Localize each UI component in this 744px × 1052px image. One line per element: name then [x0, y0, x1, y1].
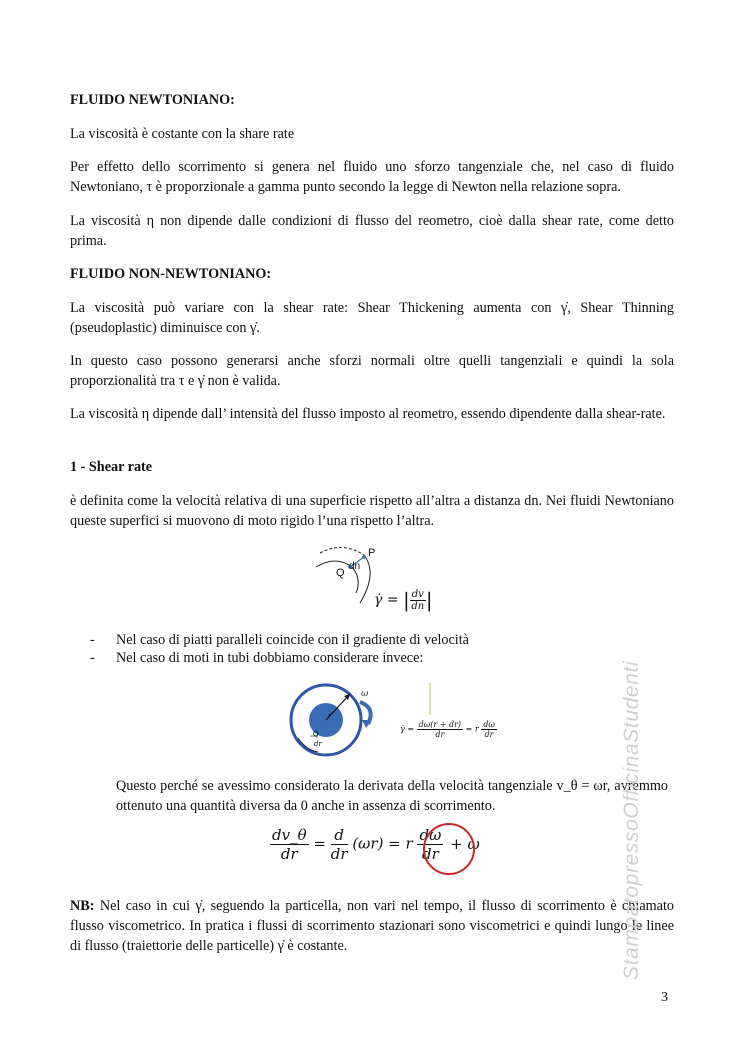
list-item: - Nel caso di piatti paralleli coincide con il gradiente di velocità: [90, 632, 469, 648]
formula-shear-rate: γ̇ = | $\frac{dv}{dn}$ |: [374, 588, 433, 612]
page-number: 3: [661, 990, 668, 1005]
paragraph: La viscosità può variare con la shear rate: Shear Thickening aumenta con γ̇, Shear Thinning (pseudoplastic) diminuisce con γ̇.: [70, 300, 674, 336]
nb-label: NB:: [70, 898, 95, 914]
label-r: r: [328, 712, 332, 720]
divider-mark: [429, 683, 431, 715]
label-omega: ω: [361, 689, 369, 699]
nb-text: Nel caso in cui γ̇, seguendo la particella, non vari nel tempo, il flusso di scorrimento è chiamato flusso viscometrico. In pratica i flussi di scorrimento stazionari sono viscometrici e quindi lungo le linee di flusso (traiettorie delle particelle) γ̇ è costante.: [70, 898, 674, 954]
tube-flow-diagram: [286, 680, 386, 760]
label-p: P: [368, 547, 376, 559]
label-q: Q: [336, 567, 345, 579]
paragraph: Per effetto dello scorrimento si genera nel fluido uno sforzo tangenziale che, nel caso di fluido Newtoniano, τ è proporzionale a gamma punto secondo la legge di Newton nella relazione sopra.: [70, 159, 674, 195]
nb-paragraph: [70, 896, 674, 956]
label-q: Q: [313, 731, 319, 738]
list-item: - Nel caso di moti in tubi dobbiamo considerare invece:: [90, 650, 424, 666]
paragraph: Questo perché se avessimo considerato la derivata della velocità tangenziale v_θ = ωr, avremmo ottenuto una quantità diversa da 0 anche in assenza di scorrimento.: [116, 778, 668, 814]
heading-newtonian: FLUIDO NEWTONIANO:: [70, 92, 235, 108]
formula-tube-shear-rate: γ̇ = $\frac{d\omega(r + dr)}{dr}$ = r $\frac{d\omega}{dr}$: [400, 720, 495, 739]
formula-derivative: $\frac{dv\_\theta}{dr}$ = $\frac{d}{dr}$ (ωr) = r $\frac{d\omega}{dr}$ + ω: [272, 826, 480, 863]
highlight-circle: [423, 823, 475, 875]
label-dr: dr: [314, 740, 322, 748]
paragraph: è definita come la velocità relativa di una superficie rispetto all’altra a distanza dn. Nei fluidi Newtoniano queste superfici si muovono di moto rigido l’una rispetto l’altra.: [70, 493, 674, 529]
heading-shear-rate: 1 - Shear rate: [70, 459, 153, 475]
heading-non-newtonian: FLUIDO NON-NEWTONIANO:: [70, 266, 272, 282]
paragraph: La viscosità è costante con la share rate: [70, 126, 295, 142]
paragraph: La viscosità η non dipende dalle condizioni di flusso del reometro, cioè dalla shear rate, come detto prima.: [70, 213, 674, 249]
paragraph: La viscosità η dipende dall’ intensità del flusso imposto al reometro, essendo dipendente dalla shear-rate.: [70, 406, 666, 422]
paragraph: In questo caso possono generarsi anche sforzi normali oltre quelli tangenziali e quindi la sola proporzionalità tra τ e γ̇ non è valida.: [70, 353, 674, 389]
label-dn: dn: [349, 561, 361, 572]
watermark: StampatopressoOfficinaStudenti: [620, 660, 643, 980]
